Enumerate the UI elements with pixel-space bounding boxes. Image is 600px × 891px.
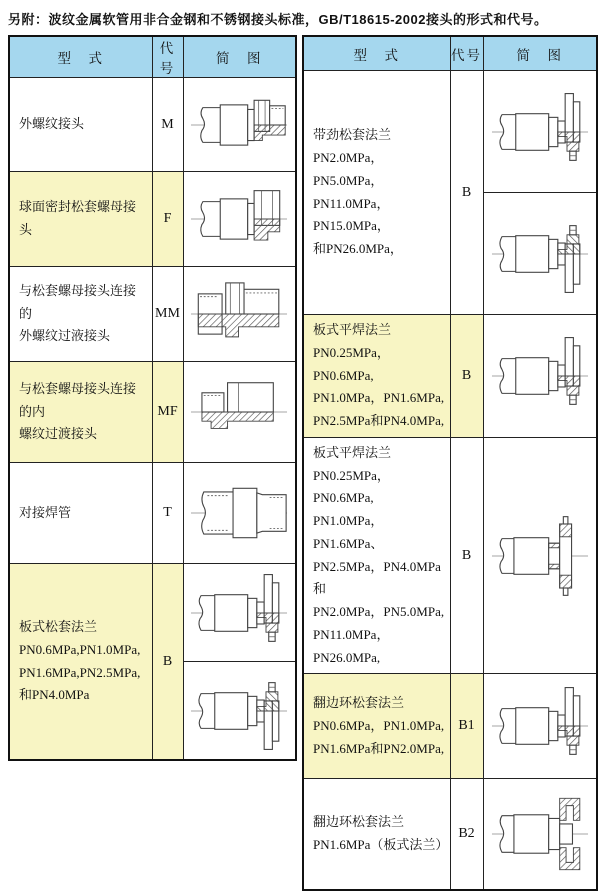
- diagram-wrap: [484, 683, 597, 769]
- table-row: [9, 78, 296, 172]
- table-row: [9, 463, 296, 564]
- page-title: 另附：波纹金属软管用非合金钢和不锈钢接头标准，GB/T18615-2002接头的形式和代号。: [8, 12, 548, 27]
- fitting-type-line: PN2.5MPa，PN4.0MPa和: [313, 558, 441, 597]
- table-row: [303, 71, 597, 315]
- column-header-code: 代号: [152, 36, 183, 78]
- column-header-diagram: 简 图: [483, 36, 597, 71]
- fitting-type-line: PN1.6MPa（板式法兰）: [313, 837, 449, 852]
- tables-container: [0, 35, 600, 891]
- loose-flange-diagram-icon: [488, 683, 592, 769]
- diagram-wrap: [184, 176, 296, 262]
- header-row: [303, 36, 597, 71]
- fitting-table-right: [302, 35, 598, 891]
- fitting-type-cell: [303, 779, 450, 890]
- diagram-cell: [483, 315, 597, 438]
- fitting-type-line: 外螺纹过液接头: [19, 328, 111, 344]
- female-adapter-nipple-diagram-icon: [187, 369, 291, 455]
- diagram-wrap: [484, 791, 597, 877]
- diagram-wrap: [184, 369, 296, 455]
- fitting-type-line: PN0.25MPa，PN0.6MPa,: [313, 344, 390, 383]
- fitting-type-line: PN1.6MPa和PN2.0MPa,: [313, 740, 445, 756]
- column-header-code: 代号: [450, 36, 483, 71]
- fitting-type-line: 对接焊管: [19, 504, 72, 520]
- diagram-sub-cell: [184, 661, 296, 759]
- table-row: [9, 267, 296, 362]
- fitting-type-line: PN1.0MPa，PN1.6MPa,: [313, 390, 445, 406]
- diagram-wrap: [184, 470, 296, 556]
- fitting-code-cell: B2: [450, 779, 483, 890]
- diagram-sub-cell: [184, 564, 296, 661]
- diagram-cell: [483, 71, 597, 315]
- welded-plate-flange-diagram-icon: [488, 513, 592, 599]
- fitting-type-line: 和PN26.0MPa，: [313, 241, 403, 256]
- loose-flange-diagram-icon: [488, 333, 592, 419]
- loose-flange-diagram-icon: [187, 570, 291, 656]
- fitting-code-cell: T: [152, 463, 183, 564]
- fitting-type-line: PN2.0MPa，PN5.0MPa,: [313, 604, 445, 619]
- butt-weld-pipe-diagram-icon: [187, 470, 291, 556]
- diagram-cell: [183, 267, 296, 362]
- table-row: [303, 674, 597, 779]
- fitting-code-cell: B: [450, 437, 483, 674]
- fitting-code-cell: F: [152, 172, 183, 267]
- diagram-sub-cell: [484, 192, 597, 314]
- diagram-cell: [483, 437, 597, 674]
- loose-flange-diagram-icon: [187, 668, 291, 754]
- loose-flange-diagram-icon: [488, 89, 592, 175]
- fitting-code-cell: M: [152, 78, 183, 172]
- fitting-type-line: PN2.5MPa和PN4.0MPa,: [313, 413, 445, 428]
- table-row: [303, 315, 597, 438]
- table-row: [303, 779, 597, 890]
- fitting-type-cell: [9, 78, 152, 172]
- column-header-type: 型 式: [9, 36, 152, 78]
- fitting-type-cell: [9, 267, 152, 362]
- fitting-table-left: [8, 35, 297, 761]
- diagram-sub-cell: [484, 71, 597, 192]
- fitting-code-cell: B: [450, 315, 483, 438]
- fitting-type-line: PN0.6MPa,PN1.0MPa,: [19, 641, 141, 657]
- fitting-type-line: PN11.0MPa，PN26.0MPa,: [313, 626, 390, 665]
- table-row: [9, 172, 296, 267]
- fitting-type-line: 板式平焊法兰: [313, 322, 392, 337]
- fitting-code-cell: B: [152, 564, 183, 761]
- fitting-type-line: 带劲松套法兰: [313, 127, 392, 143]
- diagram-stack: [184, 564, 296, 759]
- fitting-type-line: PN0.6MPa，PN1.0MPa,: [313, 717, 445, 733]
- fitting-type-cell: [303, 674, 450, 779]
- diagram-cell: [183, 172, 296, 267]
- fitting-type-line: 外螺纹接头: [19, 116, 85, 132]
- diagram-stack: [484, 71, 597, 314]
- fitting-type-line: 和PN4.0MPa: [19, 687, 90, 703]
- diagram-cell: [483, 674, 597, 779]
- loose-flange-diagram-icon: [488, 211, 592, 297]
- fitting-type-line: PN1.6MPa,PN2.5MPa,: [19, 664, 141, 680]
- male-thread-fitting-diagram-icon: [187, 82, 291, 168]
- fitting-type-line: 与松套螺母接头连接的: [19, 282, 137, 321]
- fitting-type-cell: [9, 564, 152, 761]
- fitting-type-cell: [303, 437, 450, 674]
- diagram-wrap: [484, 333, 597, 419]
- table-row: [9, 362, 296, 463]
- fitting-code-cell: MF: [152, 362, 183, 463]
- fitting-type-line: 螺纹过渡接头: [19, 426, 98, 442]
- diagram-cell: [183, 78, 296, 172]
- diagram-cell: [483, 779, 597, 890]
- fitting-type-cell: [9, 362, 152, 463]
- fitting-type-line: 板式平焊法兰: [313, 444, 392, 460]
- fitting-code-cell: B1: [450, 674, 483, 779]
- fitting-type-cell: [9, 463, 152, 564]
- fitting-code-cell: B: [450, 71, 483, 315]
- fitting-type-line: 翻边环松套法兰: [313, 814, 405, 830]
- fitting-type-cell: [303, 315, 450, 438]
- fitting-type-line: PN11.0MPa，PN15.0MPa，: [313, 195, 390, 234]
- diagram-wrap: [184, 82, 296, 168]
- diagram-wrap: [184, 271, 296, 357]
- column-header-type: 型 式: [303, 36, 450, 71]
- fitting-type-line: 球面密封松套螺母接头: [19, 199, 137, 237]
- header-row: [9, 36, 296, 78]
- fitting-type-line: 翻边环松套法兰: [313, 695, 405, 711]
- fitting-type-line: PN1.0MPa，PN1.6MPa、: [313, 513, 384, 551]
- fitting-type-line: PN2.0MPa，PN5.0MPa，: [313, 150, 384, 188]
- fitting-type-line: 与松套螺母接头连接的内: [19, 380, 137, 419]
- diagram-cell: [183, 362, 296, 463]
- fitting-type-cell: [9, 172, 152, 267]
- lapped-ring-flange-diagram-icon: [488, 791, 592, 877]
- diagram-cell: [183, 564, 296, 761]
- table-row: [303, 437, 597, 674]
- fitting-code-cell: MM: [152, 267, 183, 362]
- diagram-cell: [183, 463, 296, 564]
- diagram-wrap: [484, 513, 597, 599]
- fitting-type-line: PN0.25MPa，PN0.6MPa,: [313, 467, 390, 506]
- column-header-diagram: 简 图: [183, 36, 296, 78]
- loose-nut-fitting-diagram-icon: [187, 176, 291, 262]
- table-row: [9, 564, 296, 761]
- male-adapter-nipple-diagram-icon: [187, 271, 291, 357]
- fitting-type-line: 板式松套法兰: [19, 619, 98, 634]
- fitting-type-cell: [303, 71, 450, 315]
